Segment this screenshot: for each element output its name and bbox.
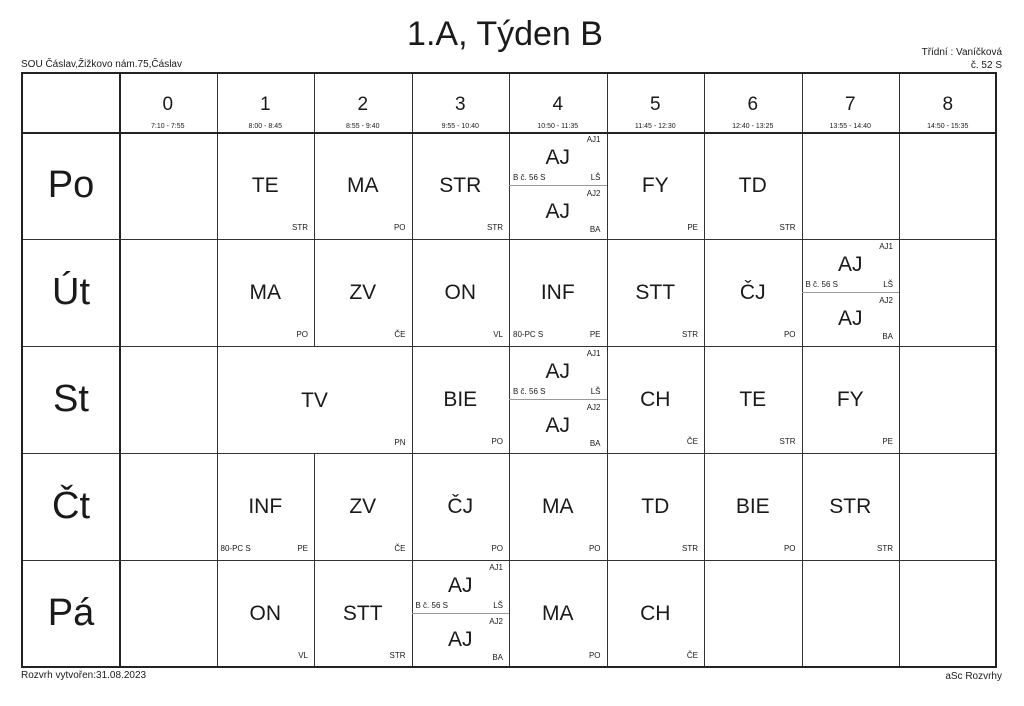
group-divider [509,399,607,400]
subject-label: AJ [545,360,570,383]
lesson-cell [509,239,607,346]
subject-label: TV [301,389,328,412]
teacher-code: BA [492,653,503,662]
subject-label: ČJ [447,495,474,518]
lesson-cell [314,453,412,560]
subject-label: INF [248,495,283,518]
lesson-cell [607,239,705,346]
teacher-code: STR [487,223,503,232]
subject-label: BIE [735,495,770,518]
lesson-cell [314,239,412,346]
room-label: B č. 56 S [513,173,546,182]
grid-vline [119,74,121,666]
room-label: 80-PC S [513,330,544,339]
period-header [412,74,510,132]
teacher-code: STR [389,651,406,660]
period-header [314,74,412,132]
lesson-cell [412,346,510,453]
lesson-cell [412,239,510,346]
period-number: 1 [259,94,271,115]
subject-label: BIE [443,388,478,411]
teacher-code: PO [588,651,601,660]
subject-label: ON [444,281,476,304]
subject-label: AJ [447,574,473,597]
teacher-code: PO [783,544,796,553]
period-number: 2 [357,94,369,115]
day-label: Pá [47,592,95,634]
lesson-cell [607,453,705,560]
teacher-code: PE [882,437,893,446]
period-number: 3 [454,94,466,115]
subject-label: AJ [837,307,863,330]
page-title: 1.A, Týden B [407,15,603,53]
day-label: St [53,378,89,420]
created-date: Rozvrh vytvořen:31.08.2023 [21,670,147,681]
split-lesson-cell [802,239,900,346]
period-time: 11:45 - 12:30 [634,123,676,130]
teacher-code: STR [292,223,308,232]
lesson-cell [217,560,315,667]
period-header [607,74,705,132]
lesson-cell [314,132,412,239]
lesson-cell [802,346,900,453]
lesson-cell [218,347,412,453]
lesson-cell [704,239,802,346]
teacher-code: PO [491,437,503,446]
day-label: Út [52,271,90,313]
period-number: 7 [844,94,856,115]
grid-vline [899,74,900,666]
lesson-cell [607,560,705,667]
lesson-cell [217,132,315,239]
teacher-code: PO [588,544,601,553]
teacher-code: PO [783,330,796,339]
subject-label: TE [739,388,767,411]
lesson-cell [509,453,607,560]
group-label: AJ2 [879,296,893,305]
group-label: AJ2 [489,617,503,626]
lesson-cell [607,346,705,453]
period-time: 10:50 - 11:35 [537,123,579,130]
teacher-code: PO [491,544,503,553]
teacher-code: LŠ [883,280,893,289]
teacher-code: PE [687,223,698,232]
period-number: 8 [942,94,954,115]
teacher-code: STR [682,330,698,339]
lesson-cell [509,560,607,667]
room-label: B č. 56 S [415,601,448,610]
period-number: 5 [649,94,661,115]
period-time: 8:00 - 8:45 [248,123,282,130]
split-lesson-cell [509,346,607,453]
period-time: 7:10 - 7:55 [151,123,185,130]
school-name: SOU Čáslav,Žižkovo nám.75,Čáslav [21,59,182,70]
period-time: 13:55 - 14:40 [829,123,871,130]
teacher-code: LŠ [493,601,503,610]
subject-label: MA [542,602,574,625]
subject-label: AJ [545,200,570,223]
day-label: Čt [52,485,90,527]
period-header [119,74,217,132]
group-divider [412,613,510,614]
subject-label: AJ [545,146,570,169]
period-header [509,74,607,132]
home-room: č. 52 S [970,60,1002,71]
period-time: 12:40 - 13:25 [732,123,774,130]
period-number: 0 [162,94,174,115]
teacher-code: STR [779,223,796,232]
teacher-code: PO [296,330,308,339]
lesson-cell [217,453,315,560]
teacher-code: STR [682,544,698,553]
subject-label: FY [836,388,864,411]
teacher-code: PN [394,438,406,447]
subject-label: STR [829,495,872,518]
teacher-code: PE [297,544,308,553]
subject-label: ČJ [739,281,766,304]
teacher-code: ČE [394,544,406,553]
subject-label: STR [439,174,482,197]
lesson-cell [607,132,705,239]
period-header [704,74,802,132]
subject-label: MA [347,174,379,197]
day-label: Po [47,164,95,206]
teacher-code: LŠ [590,387,601,396]
subject-label: ZV [349,495,377,518]
split-lesson-cell [509,132,607,239]
group-label: AJ1 [586,135,601,144]
teacher-code: ČE [686,651,698,660]
lesson-cell [314,560,412,667]
subject-label: FY [641,174,669,197]
room-label: B č. 56 S [513,387,546,396]
group-label: AJ2 [586,403,601,412]
period-header [217,74,315,132]
teacher-code: BA [882,332,893,341]
subject-label: TD [738,174,767,197]
lesson-cell [217,239,315,346]
room-label: B č. 56 S [805,280,838,289]
group-divider [802,292,900,293]
room-label: 80-PC S [220,544,251,553]
subject-label: TD [641,495,670,518]
teacher-code: BA [589,225,601,234]
period-time: 9:55 - 10:40 [441,123,479,130]
period-header [899,74,997,132]
subject-label: MA [249,281,281,304]
subject-label: STT [342,602,383,625]
subject-label: CH [640,388,671,411]
timetable-grid [21,72,997,668]
subject-label: ON [249,602,281,625]
teacher-code: STR [779,437,796,446]
group-divider [509,185,607,186]
period-number: 4 [552,94,564,115]
teacher-code: ČE [394,330,406,339]
teacher-code: VL [298,651,308,660]
subject-label: AJ [837,253,863,276]
teacher-code: VL [493,330,503,339]
period-header [802,74,900,132]
subject-label: INF [540,281,575,304]
software-credit: aSc Rozvrhy [945,671,1002,682]
subject-label: ZV [349,281,377,304]
lesson-cell [704,346,802,453]
subject-label: MA [542,495,574,518]
subject-label: CH [640,602,671,625]
group-label: AJ1 [586,349,601,358]
teacher-code: STR [877,544,893,553]
lesson-cell [802,453,900,560]
class-teacher: Třídní : Vaníčková [921,47,1002,58]
group-label: AJ1 [489,563,503,572]
subject-label: TE [251,174,279,197]
lesson-cell [704,132,802,239]
subject-label: AJ [545,414,570,437]
teacher-code: ČE [686,437,698,446]
subject-label: STT [635,281,676,304]
split-lesson-cell [412,560,510,667]
period-time: 14:50 - 15:35 [927,123,969,130]
lesson-cell [412,132,510,239]
period-time: 8:55 - 9:40 [346,123,380,130]
lesson-cell [704,453,802,560]
period-number: 6 [747,94,759,115]
teacher-code: PO [393,223,406,232]
teacher-code: BA [589,439,601,448]
teacher-code: PE [589,330,601,339]
subject-label: AJ [447,628,473,651]
group-label: AJ2 [586,189,601,198]
teacher-code: LŠ [590,173,601,182]
lesson-cell [412,453,510,560]
group-label: AJ1 [879,242,893,251]
